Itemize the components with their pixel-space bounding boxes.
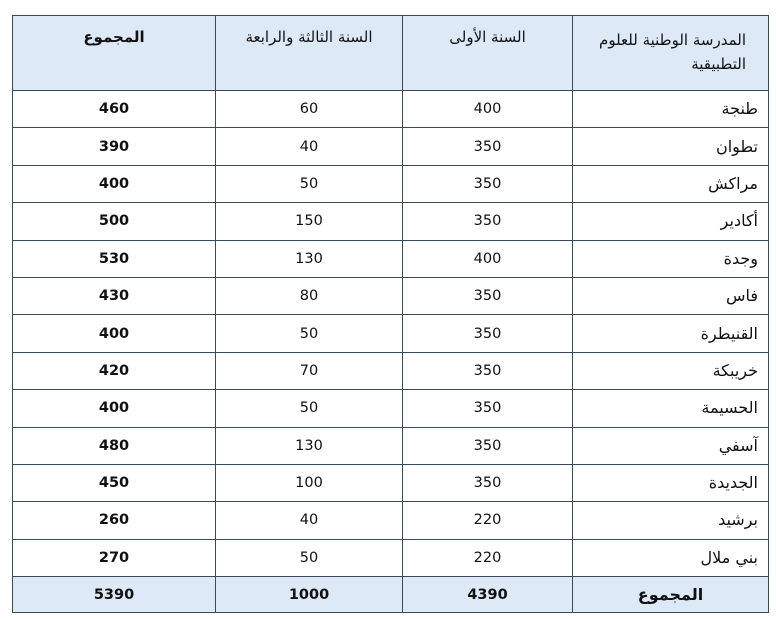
cell-total: 430 [13,277,216,314]
cell-city: آسفي [573,427,769,464]
cell-total: 400 [13,165,216,202]
cell-first-year: 350 [403,203,573,240]
table-row [13,240,769,277]
table-body [13,91,769,613]
cell-total: 400 [13,315,216,352]
header-total: المجموع [13,16,216,91]
cell-third-fourth-year: 70 [216,352,403,389]
cell-first-year: 350 [403,390,573,427]
cell-total: 460 [13,91,216,128]
cell-first-year: 350 [403,352,573,389]
table-row [13,203,769,240]
totals-label: المجموع [573,577,769,613]
header-row [13,16,769,91]
cell-total: 500 [13,203,216,240]
table-row [13,464,769,501]
cell-third-fourth-year: 40 [216,128,403,165]
admissions-table-container [12,15,768,613]
cell-third-fourth-year: 40 [216,502,403,539]
header-third-fourth-year: السنة الثالثة والرابعة [216,16,403,91]
cell-city: وجدة [573,240,769,277]
cell-third-fourth-year: 50 [216,165,403,202]
cell-city: خريبكة [573,352,769,389]
cell-total: 270 [13,539,216,576]
table-row [13,502,769,539]
table-row [13,128,769,165]
cell-total: 480 [13,427,216,464]
cell-third-fourth-year: 50 [216,315,403,352]
cell-total: 420 [13,352,216,389]
cell-city: تطوان [573,128,769,165]
cell-third-fourth-year: 80 [216,277,403,314]
cell-first-year: 220 [403,539,573,576]
cell-total: 390 [13,128,216,165]
cell-third-fourth-year: 50 [216,390,403,427]
cell-first-year: 220 [403,502,573,539]
cell-first-year: 400 [403,91,573,128]
table-row [13,165,769,202]
table-row [13,315,769,352]
table-row [13,91,769,128]
header-school: المدرسة الوطنية للعلوم التطبيقية [573,16,769,91]
table-row [13,539,769,576]
cell-city: فاس [573,277,769,314]
table-row [13,277,769,314]
cell-third-fourth-year: 130 [216,240,403,277]
cell-first-year: 350 [403,165,573,202]
cell-total: 450 [13,464,216,501]
totals-first-year: 4390 [403,577,573,613]
totals-total: 5390 [13,577,216,613]
cell-third-fourth-year: 50 [216,539,403,576]
admissions-table [12,15,769,613]
cell-city: برشيد [573,502,769,539]
cell-first-year: 350 [403,427,573,464]
header-first-year: السنة الأولى [403,16,573,91]
cell-third-fourth-year: 100 [216,464,403,501]
cell-first-year: 350 [403,277,573,314]
cell-city: طنجة [573,91,769,128]
cell-total: 530 [13,240,216,277]
cell-total: 260 [13,502,216,539]
cell-city: أكادير [573,203,769,240]
cell-first-year: 400 [403,240,573,277]
cell-city: بني ملال [573,539,769,576]
cell-first-year: 350 [403,464,573,501]
table-row [13,390,769,427]
table-row [13,352,769,389]
table-row [13,427,769,464]
cell-total: 400 [13,390,216,427]
cell-city: مراكش [573,165,769,202]
cell-city: القنيطرة [573,315,769,352]
cell-third-fourth-year: 150 [216,203,403,240]
totals-row [13,577,769,613]
totals-third-fourth-year: 1000 [216,577,403,613]
cell-city: الجديدة [573,464,769,501]
cell-first-year: 350 [403,128,573,165]
cell-city: الحسيمة [573,390,769,427]
cell-third-fourth-year: 60 [216,91,403,128]
cell-first-year: 350 [403,315,573,352]
cell-third-fourth-year: 130 [216,427,403,464]
